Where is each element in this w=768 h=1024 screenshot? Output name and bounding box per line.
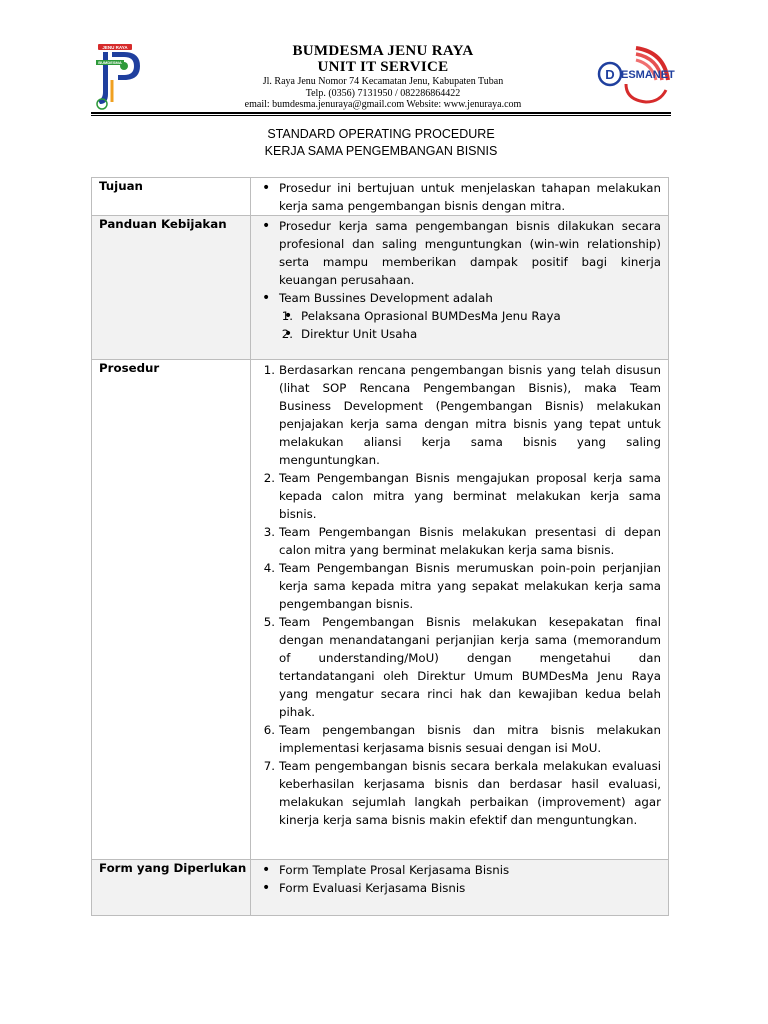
svg-text:D: D [605,67,615,82]
list-item: • 2. Direktur Unit Usaha [279,325,661,343]
bullet-item: • Form Template Prosal Kerjasama Bisnis [257,861,661,879]
svg-text:JENU RAYA: JENU RAYA [102,45,128,50]
procedure-steps [257,361,661,829]
content-form [251,860,669,916]
content-panduan [251,216,669,360]
team-list [279,307,661,343]
header-rule [91,112,671,114]
svg-text:BUMDESMA: BUMDESMA [98,60,122,65]
title-line-2: KERJA SAMA PENGEMBANGAN BISNIS [264,144,498,158]
document-title [91,126,671,160]
row-panduan [92,216,669,360]
bullet-item: • Prosedur kerja sama pengembangan bisnis dilakukan secara profesional dan saling menguntungkan (win-win relationship) serta mampu memberikan dampak positif bagi kinerja keuangan perusahaan. [257,217,661,289]
row-form [92,860,669,916]
list-item: 3. Team Pengembangan Bisnis melakukan presentasi di depan calon mitra yang berminat melakukan kerja sama bisnis. [263,525,661,557]
content-tujuan [251,178,669,216]
title-line-1: STANDARD OPERATING PROCEDURE [267,127,495,141]
sop-table [91,177,669,916]
label-tujuan: Tujuan [92,178,251,216]
label-prosedur: Prosedur [92,360,251,860]
bullet-item: • Prosedur ini bertujuan untuk menjelaskan tahapan melakukan kerja sama pengembangan bisnis dengan mitra. [257,179,661,215]
org-name: BUMDESMA JENU RAYA [292,43,474,59]
list-item: 1. Berdasarkan rencana pengembangan bisnis yang telah disusun (lihat SOP Rencana Pengembangan Bisnis), maka Team Business Development (Pengembangan Bisnis) melakukan penjajakan kerja sama dengan mitra bisnis yang tepat untuk melakukan aliansi kerja sama bisnis yang saling menguntungkan. [263,363,661,467]
bullet-item [257,289,661,343]
label-panduan: Panduan Kebijakan [92,216,251,360]
contact: email: bumdesma.jenuraya@gmail.com Website: www.jenuraya.com [244,99,522,110]
header-rule-thin [91,115,671,116]
list-item: 5. Team Pengembangan Bisnis melakukan kesepakatan final dengan menandatangani perjanjian kerja sama (memorandum of understanding/MoU) dengan mengetahui dan tertandatangani oleh Direktur Umum BUMDesMa Jenu Raya yang mengatur secara rinci hak dan kewajiban kedua belah pihak. [263,615,661,719]
row-prosedur [92,360,669,860]
label-form: Form yang Diperlukan [92,860,251,916]
list-item: 2. Team Pengembangan Bisnis mengajukan proposal kerja sama kepada calon mitra yang berminat melakukan kerja sama bisnis. [263,471,661,521]
row-tujuan [92,178,669,216]
list-item: 4. Team Pengembangan Bisnis merumuskan poin-poin perjanjian kerja sama kepada mitra yang sepakat melakukan kerja sama pengembangan bisnis. [263,561,661,611]
unit-name: UNIT IT SERVICE [317,59,449,75]
list-item: 6. Team pengembangan bisnis dan mitra bisnis melakukan implementasi kerjasama bisnis sesuai dengan isi MoU. [263,723,661,755]
desmanet-logo [596,44,676,106]
list-item: 7. Team pengembangan bisnis secara berkala melakukan evaluasi keberhasilan kerjasama bisnis dan berdasar hasil evaluasi, melakukan sejumlah langkah perbaikan (improvement) agar kinerja kerja sama bisnis makin efektif dan menguntungkan. [263,759,661,827]
bullet-text: Team Bussines Development adalah [279,291,493,305]
phone: Telp. (0356) 7131950 / 082286864422 [305,87,461,99]
svg-text:ESMANET: ESMANET [621,69,675,81]
list-item: • 1. Pelaksana Oprasional BUMDesMa Jenu Raya [279,307,661,325]
bumdesma-logo [94,42,144,112]
letterhead [200,43,566,111]
content-prosedur [251,360,669,860]
bullet-item: • Form Evaluasi Kerjasama Bisnis [257,879,661,897]
address: Jl. Raya Jenu Nomor 74 Kecamatan Jenu, Kabupaten Tuban [262,76,504,87]
